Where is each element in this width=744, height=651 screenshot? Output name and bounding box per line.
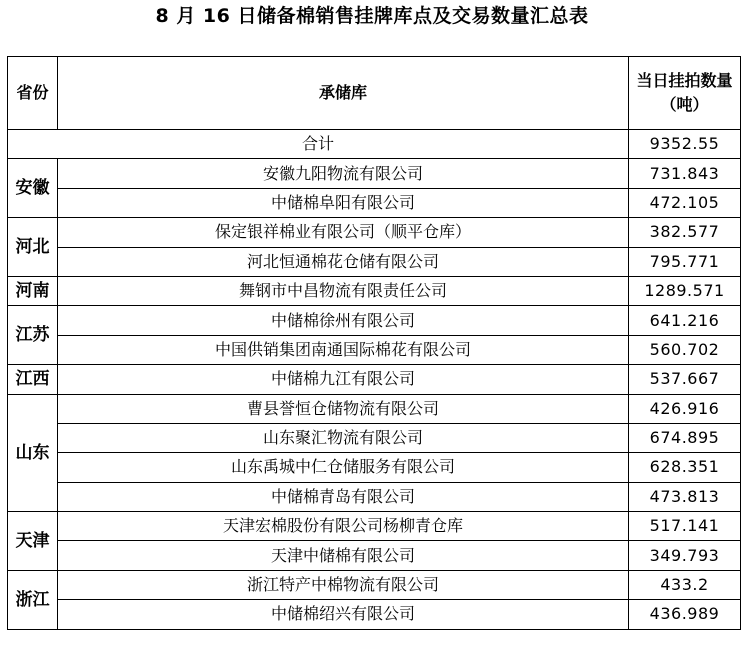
warehouse-cell: 浙江特产中棉物流有限公司 (58, 570, 629, 599)
table-row (8, 453, 741, 482)
table-row (8, 512, 741, 541)
table-row (8, 159, 741, 188)
quantity-cell: 517.141 (629, 512, 741, 541)
warehouse-cell: 中储棉绍兴有限公司 (58, 600, 629, 629)
quantity-cell: 560.702 (629, 335, 741, 364)
warehouse-cell: 山东禹城中仁仓储服务有限公司 (58, 453, 629, 482)
quantity-cell: 731.843 (629, 159, 741, 188)
province-cell: 河南 (8, 276, 58, 305)
table-row (8, 423, 741, 452)
warehouse-cell: 中储棉青岛有限公司 (58, 482, 629, 511)
total-value: 9352.55 (629, 130, 741, 159)
quantity-cell: 382.577 (629, 218, 741, 247)
warehouse-cell: 中储棉九江有限公司 (58, 365, 629, 394)
table-row (8, 600, 741, 629)
warehouse-cell: 中储棉阜阳有限公司 (58, 188, 629, 217)
table-row (8, 188, 741, 217)
header-quantity: 当日挂拍数量（吨） (629, 57, 741, 130)
warehouse-cell: 天津宏棉股份有限公司杨柳青仓库 (58, 512, 629, 541)
quantity-cell: 1289.571 (629, 276, 741, 305)
warehouse-cell: 安徽九阳物流有限公司 (58, 159, 629, 188)
table-row (8, 247, 741, 276)
warehouse-cell: 曹县誉恒仓储物流有限公司 (58, 394, 629, 423)
quantity-cell: 436.989 (629, 600, 741, 629)
quantity-cell: 433.2 (629, 570, 741, 599)
table-row (8, 335, 741, 364)
province-cell: 浙江 (8, 570, 58, 629)
province-cell: 安徽 (8, 159, 58, 218)
table-row (8, 306, 741, 335)
total-label: 合计 (8, 130, 629, 159)
province-cell: 天津 (8, 512, 58, 571)
quantity-cell: 674.895 (629, 423, 741, 452)
province-cell: 江西 (8, 365, 58, 394)
table-body (8, 57, 741, 630)
table-row (8, 394, 741, 423)
quantity-cell: 628.351 (629, 453, 741, 482)
quantity-cell: 472.105 (629, 188, 741, 217)
quantity-cell: 426.916 (629, 394, 741, 423)
header-warehouse: 承储库 (58, 57, 629, 130)
page-title: 8 月 16 日储备棉销售挂牌库点及交易数量汇总表 (155, 5, 589, 27)
table-row (8, 541, 741, 570)
table-row (8, 218, 741, 247)
header-province: 省份 (8, 57, 58, 130)
province-cell: 山东 (8, 394, 58, 512)
table-row (8, 365, 741, 394)
quantity-cell: 641.216 (629, 306, 741, 335)
warehouse-cell: 河北恒通棉花仓储有限公司 (58, 247, 629, 276)
warehouse-cell: 保定银祥棉业有限公司（顺平仓库） (58, 218, 629, 247)
table-row (8, 276, 741, 305)
quantity-cell: 349.793 (629, 541, 741, 570)
header-row (8, 57, 741, 130)
quantity-cell: 473.813 (629, 482, 741, 511)
table-row (8, 482, 741, 511)
quantity-cell: 537.667 (629, 365, 741, 394)
table-row (8, 570, 741, 599)
warehouse-cell: 山东聚汇物流有限公司 (58, 423, 629, 452)
warehouse-cell: 舞钢市中昌物流有限责任公司 (58, 276, 629, 305)
total-row (8, 130, 741, 159)
warehouse-cell: 天津中储棉有限公司 (58, 541, 629, 570)
warehouse-cell: 中储棉徐州有限公司 (58, 306, 629, 335)
warehouse-cell: 中国供销集团南通国际棉花有限公司 (58, 335, 629, 364)
province-cell: 江苏 (8, 306, 58, 365)
province-cell: 河北 (8, 218, 58, 277)
quantity-cell: 795.771 (629, 247, 741, 276)
summary-table (7, 56, 741, 630)
